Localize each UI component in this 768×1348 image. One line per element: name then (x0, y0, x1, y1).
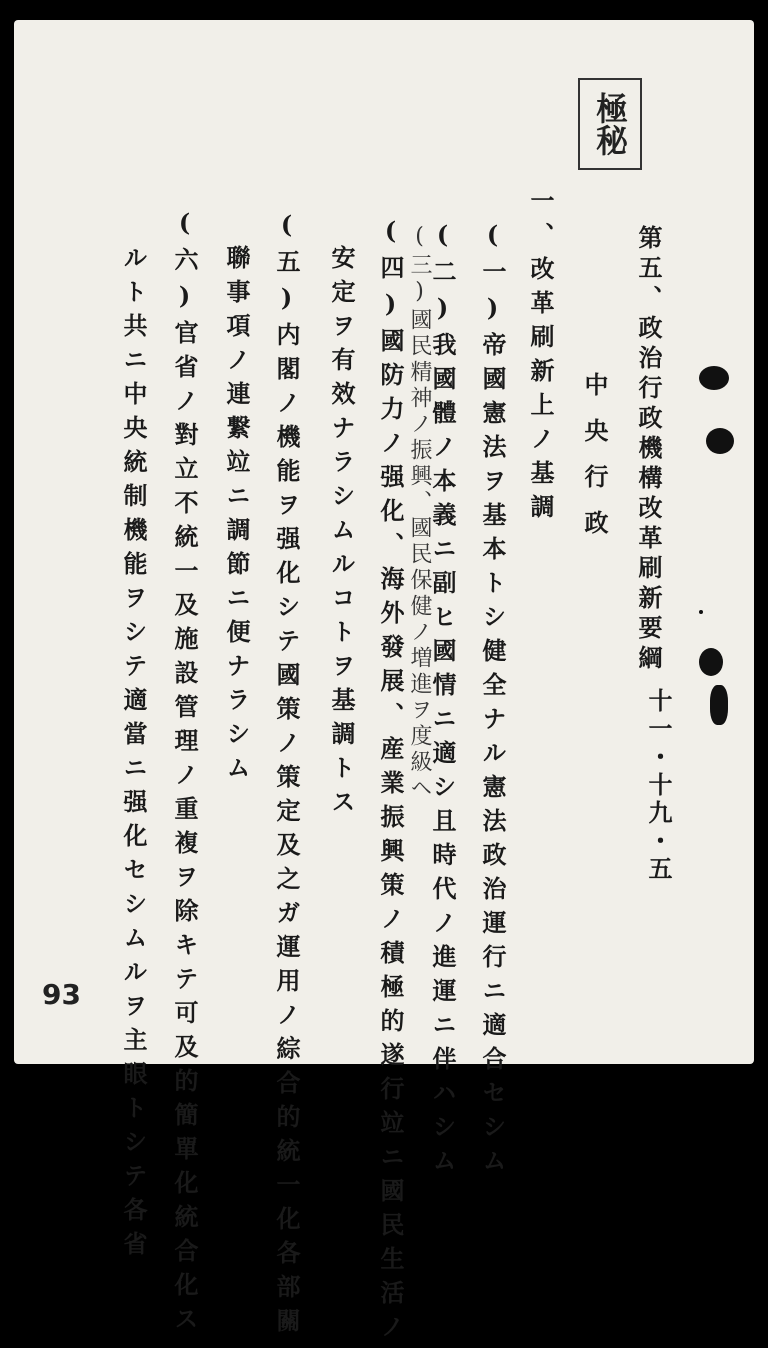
section-heading: 中央行政 (580, 372, 609, 556)
item-4 (376, 216, 405, 1348)
item-5-continued: 聯事項ノ連繋竝ニ調節ニ便ナラシム (222, 245, 251, 789)
item-6 (170, 208, 199, 1340)
item-3-text: 國民精神ノ振興、國民保健ノ増進ヲ度級ヘ (407, 308, 432, 802)
basic-heading: 一、改革刷新上ノ基調 (526, 188, 555, 528)
item-6-text: 官省ノ對立不統一及施設管理ノ重複ヲ除キテ可及的簡單化統合化ス (170, 320, 199, 1340)
item-5 (272, 210, 301, 1342)
item-3-marker: (三) (407, 224, 432, 308)
item-4-marker: (四) (376, 216, 405, 328)
secret-stamp: 極秘 (578, 78, 642, 170)
date-mark: 十一・十九・五 (644, 688, 673, 884)
ink-blot (706, 428, 734, 454)
item-3-handwritten (407, 224, 431, 802)
item-4-continued: 安定ヲ有效ナラシムルコトヲ基調トス (327, 245, 356, 823)
item-1-marker: (一) (478, 220, 507, 332)
ink-blot (710, 685, 728, 725)
item-5-marker: (五) (272, 210, 301, 322)
page-number: 93 (42, 978, 81, 1011)
item-2 (428, 220, 457, 1182)
item-6-continued: ルト共ニ中央統制機能ヲシテ適當ニ强化セシムルヲ主眼トシテ各省 (119, 245, 148, 1265)
ink-speck (699, 610, 703, 614)
item-2-text: 我國體ノ本義ニ副ヒ國情ニ適シ且時代ノ進運ニ伴ハシム (428, 332, 457, 1182)
item-4-text: 國防力ノ强化、海外發展、産業振興策ノ積極的遂行竝ニ國民生活ノ (376, 328, 405, 1348)
item-1-text: 帝國憲法ヲ基本トシ健全ナル憲法政治運行ニ適合セシム (478, 332, 507, 1182)
ink-blot (699, 648, 723, 676)
document-title: 第五、政治行政機構改革刷新要綱 (634, 225, 663, 675)
document-page (14, 20, 754, 1348)
item-5-text: 内閣ノ機能ヲ强化シテ國策ノ策定及之ガ運用ノ綜合的統一化各部關 (272, 322, 301, 1342)
item-1 (478, 220, 507, 1182)
item-6-marker: (六) (170, 208, 199, 320)
item-2-marker: (二) (428, 220, 457, 332)
ink-blot (699, 366, 729, 390)
